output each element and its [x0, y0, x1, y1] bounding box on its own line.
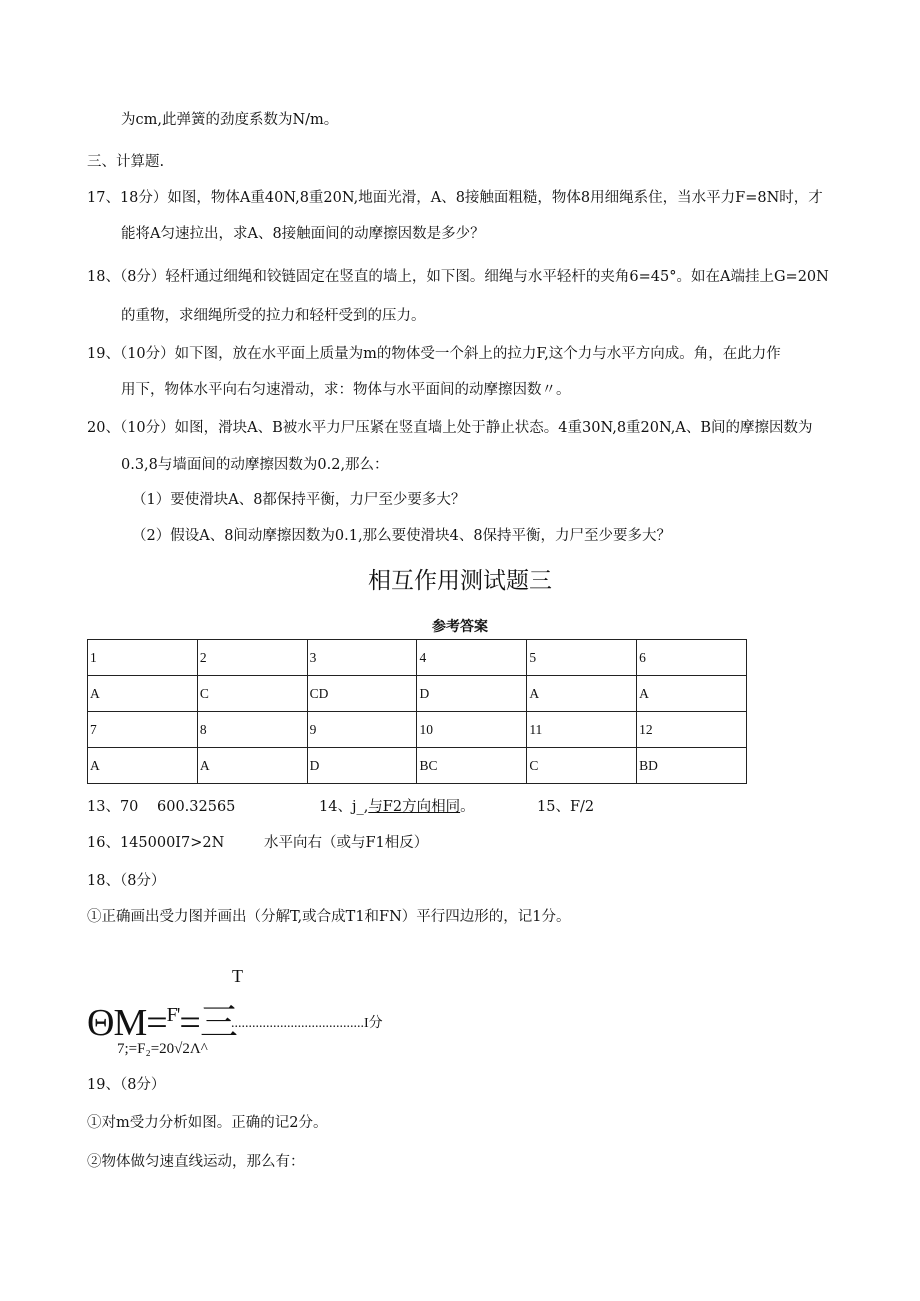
table-cell: 3 — [307, 640, 417, 676]
table-cell: A — [88, 676, 198, 712]
table-row — [88, 676, 747, 712]
answer-16: 16、145000I7>2N — [87, 835, 225, 851]
table-row — [88, 712, 747, 748]
table-row — [88, 640, 747, 676]
table-cell: A — [637, 676, 747, 712]
answer-subtitle: 参考答案 — [432, 619, 488, 635]
answer-18-step1: ①正确画出受力图并画出（分解T,或合成T1和FN）平行四边形的，记1分。 — [87, 909, 571, 925]
score-dots: ......................................I分 — [231, 1016, 383, 1031]
table-cell: BC — [417, 748, 527, 784]
question-20-line1: 20、（10分）如图，滑块A、B被水平力尸压紧在竖直墙上处于静止状态。4重30N,8重20N,A、B间的摩擦因数为 — [87, 420, 813, 436]
equation-part: ΘM= — [87, 1002, 167, 1044]
table-cell: 4 — [417, 640, 527, 676]
page-title: 相互作用测试题三 — [368, 568, 552, 594]
table-cell: BD — [637, 748, 747, 784]
answer-14 — [319, 797, 475, 817]
table-cell: 12 — [637, 712, 747, 748]
table-cell: 11 — [527, 712, 637, 748]
question-17-line2: 能将A匀速拉出，求A、8接触面间的动摩擦因数是多少？ — [121, 226, 485, 242]
table-cell: 2 — [197, 640, 307, 676]
table-cell: A — [527, 676, 637, 712]
answer-16-direction: 水平向右（或与F1相反） — [264, 835, 429, 851]
table-cell: D — [417, 676, 527, 712]
table-row — [88, 748, 747, 784]
equation-f2: 7;=F₂=20√2Λ^ — [117, 1041, 208, 1057]
table-cell: 10 — [417, 712, 527, 748]
question-17-line1: 17、18分）如图，物体A重40N,8重20N,地面光滑，A、8接触面粗糙，物体8用细绳系住，当水平力F=8N时，才 — [87, 190, 823, 206]
line-spring: 为cm,此弹簧的劲度系数为N/m。 — [121, 112, 339, 128]
question-20-part2: （2）假设A、8间动摩擦因数为0.1,那么要使滑块4、8保持平衡，力尸至少要多大？ — [132, 528, 672, 544]
question-18-line1: 18、（8分）轻杆通过细绳和铰链固定在竖直的墙上，如下图。细绳与水平轻杆的夹角6=45°。如在A端挂上G=20N — [87, 269, 829, 285]
table-cell: CD — [307, 676, 417, 712]
equation-part: =三 — [179, 1002, 237, 1044]
table-cell: D — [307, 748, 417, 784]
table-cell: C — [527, 748, 637, 784]
answer-13: 13、70 — [87, 799, 139, 815]
equation-t-label: T — [232, 966, 243, 986]
answer-table — [87, 639, 747, 784]
question-19-line1: 19、（10分）如下图，放在水平面上质量为m的物体受一个斜上的拉力F,这个力与水平方向成。角，在此力作 — [87, 346, 781, 362]
answer-18-heading: 18、（8分） — [87, 873, 166, 889]
question-19-line2: 用下，物体水平向右匀速滑动，求：物体与水平面间的动摩擦因数〃。 — [121, 382, 571, 398]
question-18-line2: 的重物，求细绳所受的拉力和轻杆受到的压力。 — [121, 308, 426, 324]
table-cell: A — [88, 748, 198, 784]
question-20-line2: 0.3,8与墙面间的动摩擦因数为0.2,那么： — [121, 457, 389, 473]
answer-19-heading: 19、（8分） — [87, 1077, 166, 1093]
answer-14-prefix: 14、j_, — [319, 799, 369, 815]
table-cell: 9 — [307, 712, 417, 748]
table-cell: 5 — [527, 640, 637, 676]
table-cell: 8 — [197, 712, 307, 748]
question-20-part1: （1）要使滑块A、8都保持平衡，力尸至少要多大？ — [132, 492, 466, 508]
table-cell: A — [197, 748, 307, 784]
answer-19-step2: ②物体做匀速直线运动，那么有： — [87, 1154, 305, 1170]
answer-13-value: 600.32565 — [157, 799, 236, 815]
answer-14-underlined: 与F2方向相同 — [368, 799, 461, 815]
answer-15: 15、F/2 — [537, 799, 595, 815]
section-heading: 三、计算题. — [87, 154, 165, 170]
table-cell: 1 — [88, 640, 198, 676]
table-cell: 6 — [637, 640, 747, 676]
table-cell: C — [197, 676, 307, 712]
answer-19-step1: ①对m受力分析如图。正确的记2分。 — [87, 1115, 328, 1131]
table-cell: 7 — [88, 712, 198, 748]
answer-14-suffix: 。 — [460, 799, 475, 815]
equation-superscript: F' — [166, 1004, 180, 1026]
